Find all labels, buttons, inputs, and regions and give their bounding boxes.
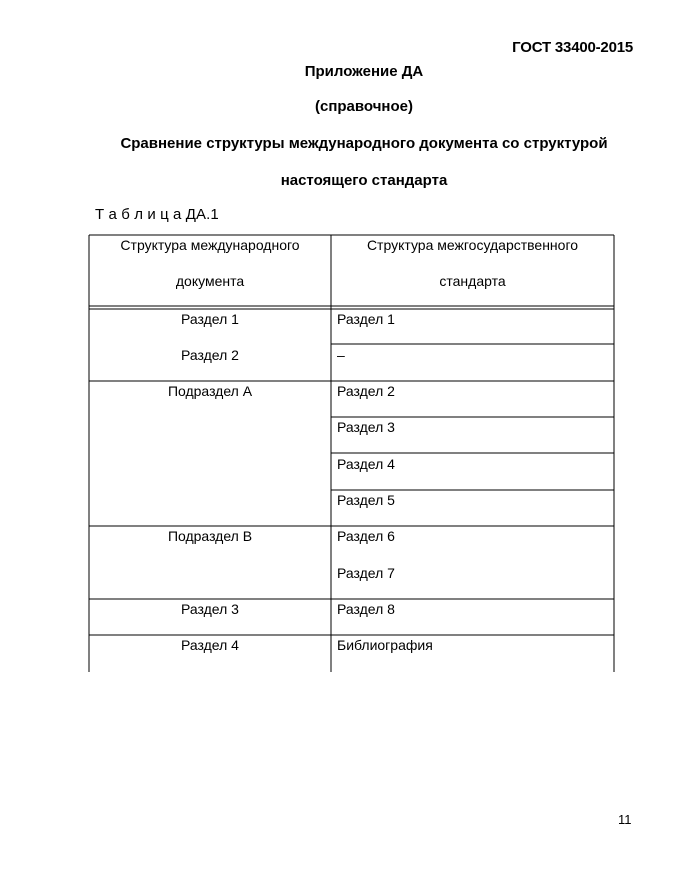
- left-cell-4: Подраздел В: [167, 528, 253, 544]
- appendix-heading-line1: Сравнение структуры международного документа со структурой: [120, 135, 608, 152]
- right-cell-6: Раздел 5: [337, 492, 395, 508]
- right-cell-7: Раздел 6: [337, 528, 395, 544]
- header-right-line2: стандарта: [439, 273, 506, 289]
- page-number: 11: [618, 812, 632, 827]
- right-cell-10: Библиография: [337, 637, 433, 653]
- right-cell-9: Раздел 8: [337, 601, 395, 617]
- left-cell-1: Раздел 1: [181, 311, 239, 327]
- right-cell-4: Раздел 3: [337, 419, 395, 435]
- appendix-type: (справочное): [315, 98, 413, 115]
- document-code: ГОСТ 33400-2015: [512, 39, 633, 56]
- appendix-heading-line2: настоящего стандарта: [280, 172, 448, 189]
- header-left-line1: Структура международного: [120, 237, 300, 253]
- left-cell-5: Раздел 3: [181, 601, 239, 617]
- left-cell-3: Подраздел А: [167, 383, 253, 399]
- header-right-line1: Структура межгосударственного: [366, 237, 579, 253]
- left-cell-6: Раздел 4: [181, 637, 239, 653]
- left-cell-2: Раздел 2: [181, 347, 239, 363]
- appendix-title: Приложение ДА: [304, 63, 424, 80]
- right-cell-2: –: [337, 347, 345, 363]
- right-cell-1: Раздел 1: [337, 311, 395, 327]
- header-left-line2: документа: [175, 273, 245, 289]
- table-caption: Т а б л и ц а ДА.1: [95, 206, 219, 223]
- right-cell-8: Раздел 7: [337, 565, 395, 581]
- right-cell-3: Раздел 2: [337, 383, 395, 399]
- right-cell-5: Раздел 4: [337, 456, 395, 472]
